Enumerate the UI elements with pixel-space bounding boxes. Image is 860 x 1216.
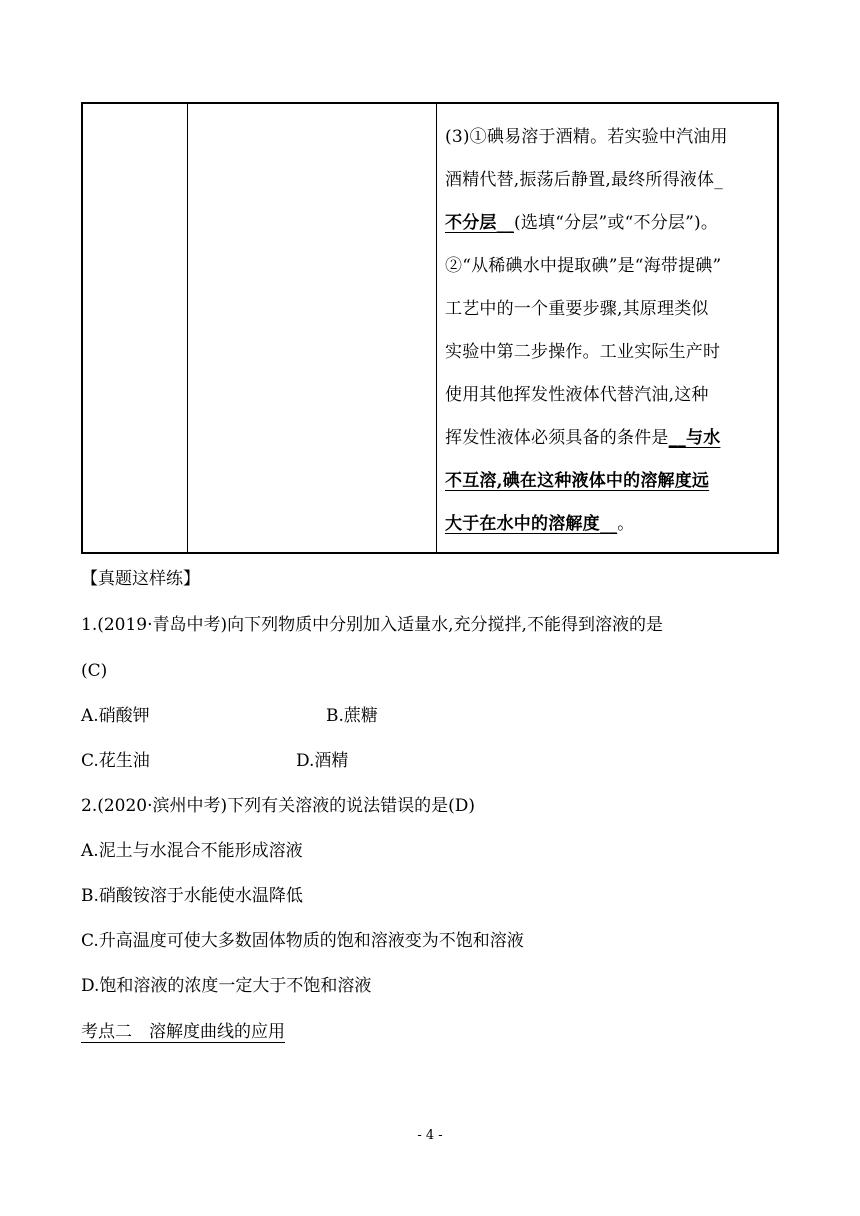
answer-line — [445, 202, 773, 245]
answer-line — [445, 417, 773, 460]
answer-line — [445, 374, 773, 417]
answer-fill-text: 不分层 — [445, 213, 497, 233]
table-column-divider-2 — [436, 104, 437, 552]
question-1-stem: 1.(2019·青岛中考)向下列物质中分别加入适量水,充分搅拌,不能得到溶液的是 — [81, 615, 663, 635]
answer-line-text: _ — [714, 170, 723, 190]
table-cell-answer-text — [445, 116, 773, 546]
answer-line-text: 挥发性液体必须具备的条件是 — [445, 428, 669, 448]
answer-line — [445, 288, 773, 331]
answer-fill-text: __ — [599, 514, 618, 534]
answer-line-text: 酒精代替,振荡后静置,最终所得液体 — [445, 170, 715, 190]
answer-line — [445, 503, 773, 546]
answer-line — [445, 116, 773, 159]
page-number: - 4 - — [417, 1128, 443, 1143]
question-2-option-c: C.升高温度可使大多数固体物质的饱和溶液变为不饱和溶液 — [81, 931, 524, 951]
question-1-option-c: C.花生油 — [81, 751, 150, 771]
answer-line-text: 实验中第二步操作。工业实际生产时 — [445, 342, 721, 362]
answer-fill-text: 不互溶,碘在这种液体中的溶解度远 — [445, 471, 710, 491]
question-1-option-d: D.酒精 — [296, 751, 349, 771]
answer-fill-text: __ — [496, 213, 515, 233]
answer-line-text: ②“从稀碘水中提取碘”是“海带提碘” — [445, 256, 722, 276]
answer-fill-text: __与水 — [668, 428, 721, 448]
answer-line — [445, 245, 773, 288]
question-2-option-a: A.泥土与水混合不能形成溶液 — [81, 841, 303, 861]
answer-line-text: (3)①碘易溶于酒精。若实验中汽油用 — [445, 127, 728, 147]
question-2-stem: 2.(2020·滨州中考)下列有关溶液的说法错误的是(D) — [81, 796, 476, 816]
answer-line-text: 使用其他挥发性液体代替汽油,这种 — [445, 385, 709, 405]
question-1-option-b: B.蔗糖 — [326, 706, 378, 726]
answer-line-text: (选填“分层”或“不分层”)。 — [514, 213, 719, 233]
answer-line — [445, 460, 773, 503]
answer-line-text: 。 — [617, 514, 635, 534]
answer-line-text: 工艺中的一个重要步骤,其原理类似 — [445, 299, 709, 319]
answer-line — [445, 159, 773, 202]
answer-fill-text: 大于在水中的溶解度 — [445, 514, 600, 534]
question-1-option-a: A.硝酸钾 — [81, 706, 150, 726]
question-2-option-b: B.硝酸铵溶于水能使水温降低 — [81, 886, 303, 906]
question-2-option-d: D.饱和溶液的浓度一定大于不饱和溶液 — [81, 976, 372, 996]
section-heading: 考点二 溶解度曲线的应用 — [81, 1022, 285, 1042]
table-column-divider-1 — [187, 104, 188, 552]
answer-table — [81, 102, 779, 554]
question-1-answer: (C) — [81, 661, 108, 681]
practice-heading: 【真题这样练】 — [81, 569, 200, 589]
answer-line — [445, 331, 773, 374]
